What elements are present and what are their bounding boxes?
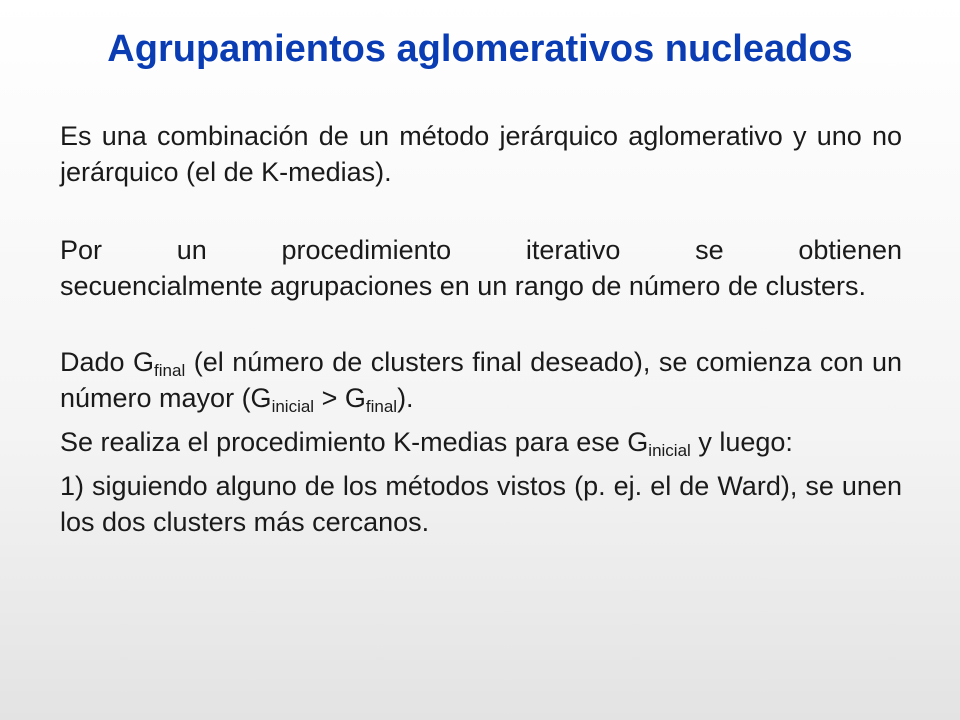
text-segment: Se realiza el procedimiento K-medias para ese G — [60, 427, 649, 457]
paragraph-step-1: 1) siguiendo alguno de los métodos vistos (p. ej. el de Ward), se unen los dos clusters más cercanos. — [60, 471, 902, 537]
text-segment: Dado G — [60, 347, 155, 377]
subscript-final: final — [365, 397, 398, 416]
paragraph-procedure — [60, 232, 902, 304]
paragraph-definition: Es una combinación de un método jerárquico aglomerativo y uno no jerárquico (el de K-medias). — [60, 121, 902, 187]
subscript-inicial: inicial — [271, 397, 315, 416]
text-segment: y luego: — [690, 427, 793, 457]
paragraph-g-final — [60, 344, 902, 416]
text-segment: (el número de clusters final deseado), se comienza con un número mayor (G — [60, 347, 902, 413]
slide-title: Agrupamientos aglomerativos nucleados — [107, 28, 853, 70]
paragraph-procedure-rest: secuencialmente agrupaciones en un rango de número de clusters. — [60, 271, 867, 301]
paragraph-procedure-line1: Por un procedimiento iterativo se obtienen — [60, 235, 902, 265]
slide-body — [60, 118, 902, 540]
text-segment: ). — [397, 383, 414, 413]
subscript-inicial: inicial — [648, 441, 691, 460]
paragraph-k-means — [60, 424, 902, 460]
text-segment: > G — [314, 383, 366, 413]
subscript-final: final — [154, 361, 186, 380]
